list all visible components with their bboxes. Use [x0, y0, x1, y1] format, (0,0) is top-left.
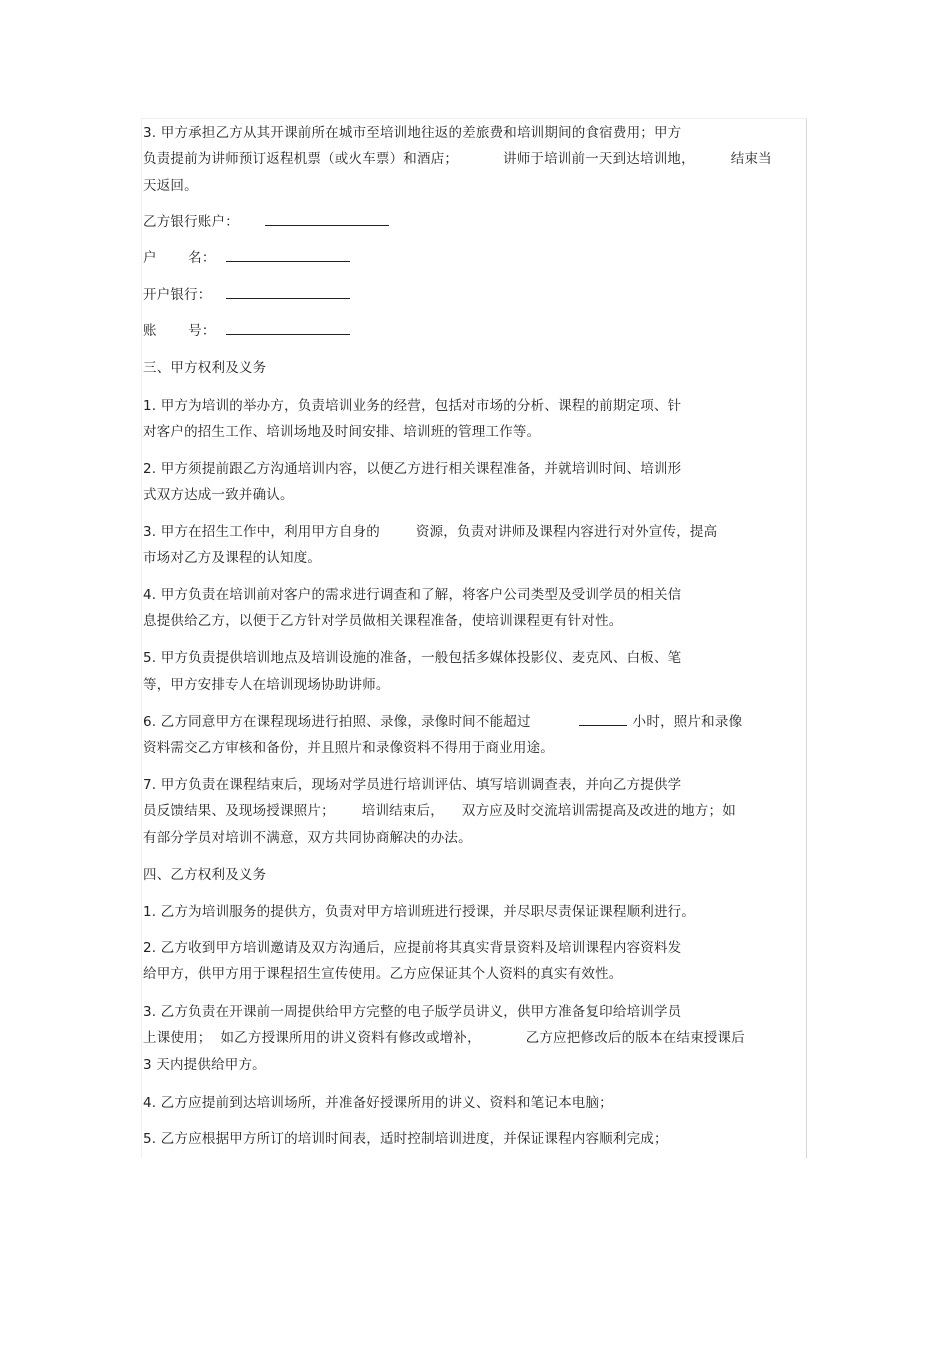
clause-line: 天返回。	[143, 178, 198, 194]
bank-account-label: 乙方银行账户：	[143, 214, 239, 230]
clause-text: 6. 乙方同意甲方在课程现场进行拍照、录像，录像时间不能超过	[143, 714, 531, 730]
page-frame	[141, 118, 807, 1158]
clause-line: 资料需交乙方审核和备份，并且照片和录像资料不得用于商业用途。	[143, 740, 554, 756]
clause-line: 有部分学员对培训不满意，双方共同协商解决的办法。	[143, 830, 472, 846]
clause-line: 式双方达成一致并确认。	[143, 487, 294, 503]
clause-line: 市场对乙方及课程的认知度。	[143, 550, 322, 566]
clause-line: 4. 乙方应提前到达培训场所，并准备好授课所用的讲义、资料和笔记本电脑；	[143, 1095, 613, 1111]
clause-line: 1. 甲方为培训的举办方，负责培训业务的经营，包括对市场的分析、课程的前期定项、针	[143, 398, 682, 414]
clause-line: 2. 甲方须提前跟乙方沟通培训内容，以便乙方进行相关课程准备，并就培训时间、培训形	[143, 461, 682, 477]
clause-line: 3. 乙方负责在开课前一周提供给甲方完整的电子版学员讲义，供甲方准备复印给培训学员	[143, 1004, 682, 1020]
clause-line: 5. 乙方应根据甲方所订的培训时间表，适时控制培训进度，并保证课程内容顺利完成；	[143, 1131, 668, 1147]
account-number-blank[interactable]	[226, 333, 350, 335]
account-number-label: 账 号：	[143, 323, 216, 339]
clause-line: 1. 乙方为培训服务的提供方，负责对甲方培训班进行授课，并尽职尽责保证课程顺利进行。	[143, 904, 696, 920]
bank-name-label: 开户银行：	[143, 287, 212, 303]
clause-line: 上课使用； 如乙方授课所用的讲义资料有修改或增补， 乙方应把修改后的版本在结束授课后	[143, 1030, 745, 1046]
clause-text: 小时，照片和录像	[632, 714, 743, 730]
account-name-blank[interactable]	[226, 260, 350, 262]
clause-line: 3. 甲方承担乙方从其开课前所在城市至培训地往返的差旅费和培训期间的食宿费用；甲方	[143, 125, 682, 141]
section-title: 四、乙方权利及义务	[143, 867, 267, 883]
clause-line: 4. 甲方负责在培训前对客户的需求进行调查和了解，将客户公司类型及受训学员的相关信	[143, 587, 682, 603]
bank-name-row	[143, 286, 350, 304]
clause-line: 3 天内提供给甲方。	[143, 1057, 266, 1073]
account-name-label: 户 名：	[143, 250, 216, 266]
clause-line-with-blank	[143, 713, 742, 731]
bank-account-blank[interactable]	[265, 224, 389, 226]
clause-line: 2. 乙方收到甲方培训邀请及双方沟通后，应提前将其真实背景资料及培训课程内容资料发	[143, 940, 682, 956]
account-name-row	[143, 249, 350, 267]
clause-line: 负责提前为讲师预订返程机票（或火车票）和酒店； 讲师于培训前一天到达培训地， 结束当	[143, 151, 772, 167]
account-number-row	[143, 322, 350, 340]
clause-line: 3. 甲方在招生工作中，利用甲方自身的 资源，负责对讲师及课程内容进行对外宣传，提高	[143, 524, 718, 540]
bank-name-blank[interactable]	[226, 297, 350, 299]
clause-line: 对客户的招生工作、培训场地及时间安排、培训班的管理工作等。	[143, 424, 541, 440]
bank-account-row	[143, 213, 389, 231]
clause-line: 员反馈结果、及现场授课照片； 培训结束后， 双方应及时交流培训需提高及改进的地方；如	[143, 803, 736, 819]
section-title: 三、甲方权利及义务	[143, 360, 267, 376]
clause-line: 等，甲方安排专人在培训现场协助讲师。	[143, 677, 390, 693]
clause-line: 7. 甲方负责在课程结束后，现场对学员进行培训评估、填写培训调查表，并向乙方提供学	[143, 777, 682, 793]
clause-line: 息提供给乙方，以便于乙方针对学员做相关课程准备，使培训课程更有针对性。	[143, 613, 623, 629]
hours-blank[interactable]	[579, 724, 627, 726]
clause-line: 5. 甲方负责提供培训地点及培训设施的准备，一般包括多媒体投影仪、麦克风、白板、笔	[143, 650, 682, 666]
clause-line: 给甲方，供甲方用于课程招生宣传使用。乙方应保证其个人资料的真实有效性。	[143, 966, 623, 982]
